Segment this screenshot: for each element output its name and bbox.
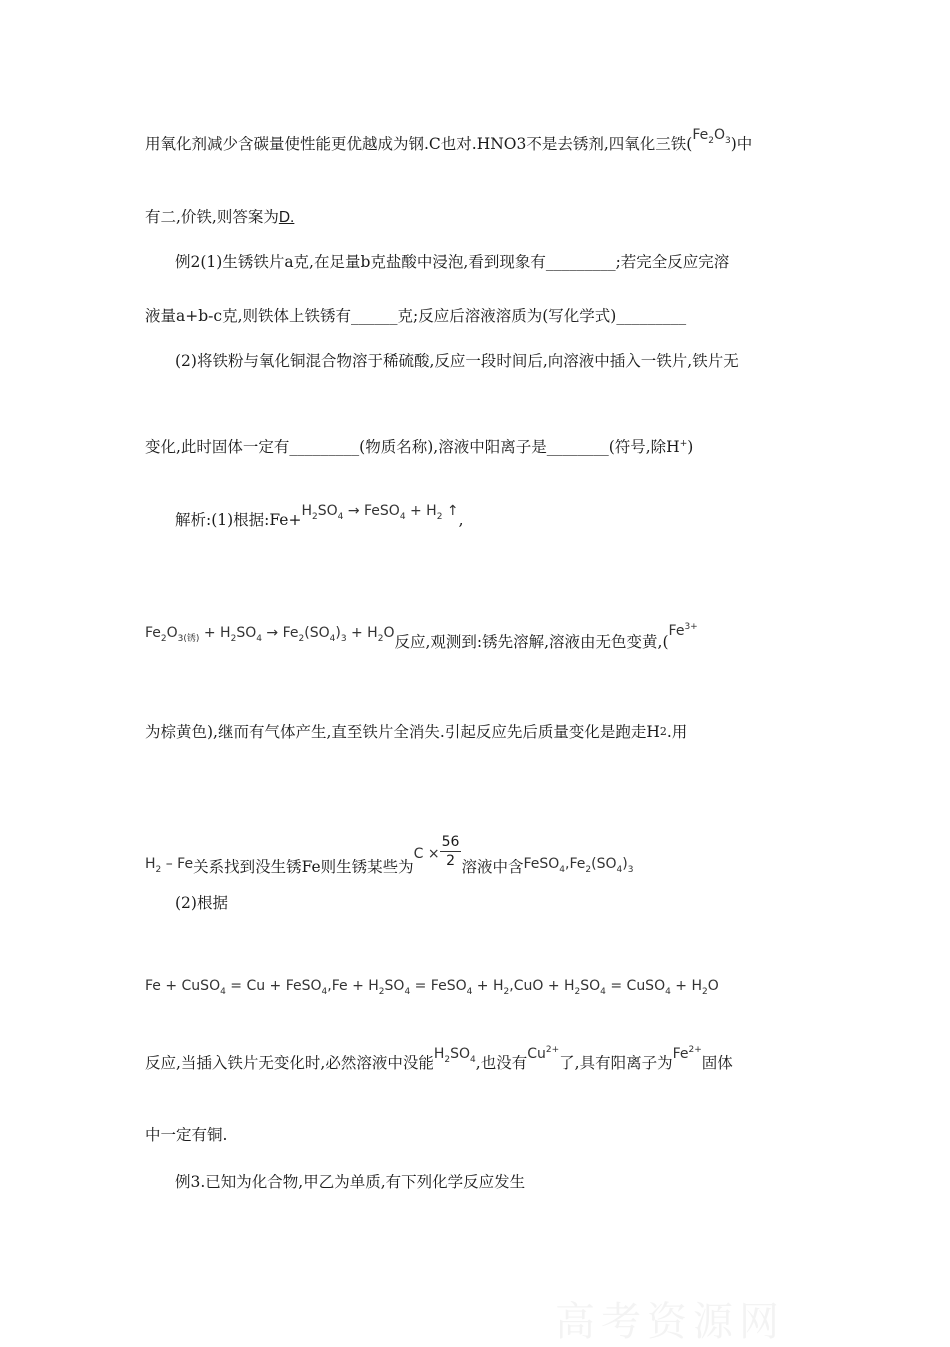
equations-line [145,975,719,998]
text-line-8: $Fe_2O_{3(锈)} + H_2SO_4 \to Fe_2(SO_4)_3 + H_2O$反应,观测到:锈先溶解,溶液由无色变黄$,(Fe^{3+}$ [145,622,698,651]
analysis-line: 解析:(1)根据$:Fe+H_2SO_4$ → FeSO$_4$ + $H_2$ ↑, [175,503,464,529]
text-line-13: 反应,当插入铁片无变化时,必然溶液中没能$H_2SO_4$,也没有$Cu^{2+}$了,具有阳离子为$Fe^{2+}$固体 [145,1045,733,1072]
answer-d: D. [278,209,295,226]
formula-cu2: $Cu^{2+}$ [527,1045,560,1062]
text-line-6: 变化,此时固体一定有_________(物质名称),溶液中阳离子是________(符号,除H+) [145,438,694,456]
formula-h2so4: $H_2SO_4$ [433,1046,476,1065]
equation-fe-h2so4: $H_2SO_4$ → FeSO$_4$ + $H_2$ ↑ [301,503,459,522]
text-line-9: 为棕黄色),继而有气体产生,直至铁片全消失.引起反应先后质量变化是跑走H2.用 [145,723,688,741]
text-line-1: 用氧化剂减少含碳量使性能更优越成为钢.C也对.HNO3不是去锈剂,四氧化三铁$(Fe_2O_3)$中 [145,127,753,153]
equation-rust-h2so4: $Fe_2O_{3(锈)} + H_2SO_4 \to Fe_2(SO_4)_3 + H_2O$ [145,625,395,644]
example-2-heading: 例2(1)生锈铁片a克,在足量b克盐酸中浸泡,看到现象有_________;若完全反应完溶 [175,253,730,271]
text-line-14: 中一定有铜. [145,1126,228,1144]
fraction-56-over-2: $\frac{56}{2}$ [441,834,460,869]
relation-h2-fe: $H_2$ – Fe [145,855,194,875]
formula-fe2: $Fe^{2+}$ [672,1045,702,1062]
line-1-text: 用氧化剂减少含碳量使性能更优越成为钢.C也对.HNO3不是去锈剂,四氧化三铁( [145,135,693,153]
equation-set: Fe + CuSO$_4$ = Cu + FeSO$_4$,Fe + $H_2SO_4$ = FeSO$_4$ + $H_2,CuO + H_2SO_4$ = CuSO$_4$ + $H_2O$ [145,978,719,997]
text-line-11: (2)根据 [175,894,228,912]
text-line-2: 有二,价铁,则答案为D. [145,208,295,226]
example-3-heading: 例3.已知为化合物,甲乙为单质,有下列化学反应发生 [175,1173,526,1191]
text-line-10: $H_2$ – Fe关系找到没生锈Fe则生锈某些为C × $\frac{56}{2}$ 溶液中含$FeSO_4,Fe_2(SO_4)_3$ [145,834,634,876]
text-line-4: 液量a+b-c克,则铁体上铁锈有______克;反应后溶液溶质为(写化学式)_________ [145,307,687,325]
text-line-5: (2)将铁粉与氧化铜混合物溶于稀硫酸,反应一段时间后,向溶液中插入一铁片,铁片无 [175,352,739,370]
formula-fe2o3: $Fe_2O_3$ [692,127,731,146]
formula-sulfates: $FeSO_4,Fe_2(SO_4)_3$ [523,855,634,875]
watermark: 高考资源网 [555,1299,785,1345]
formula-fe3: $Fe^{3+}$ [668,622,698,639]
